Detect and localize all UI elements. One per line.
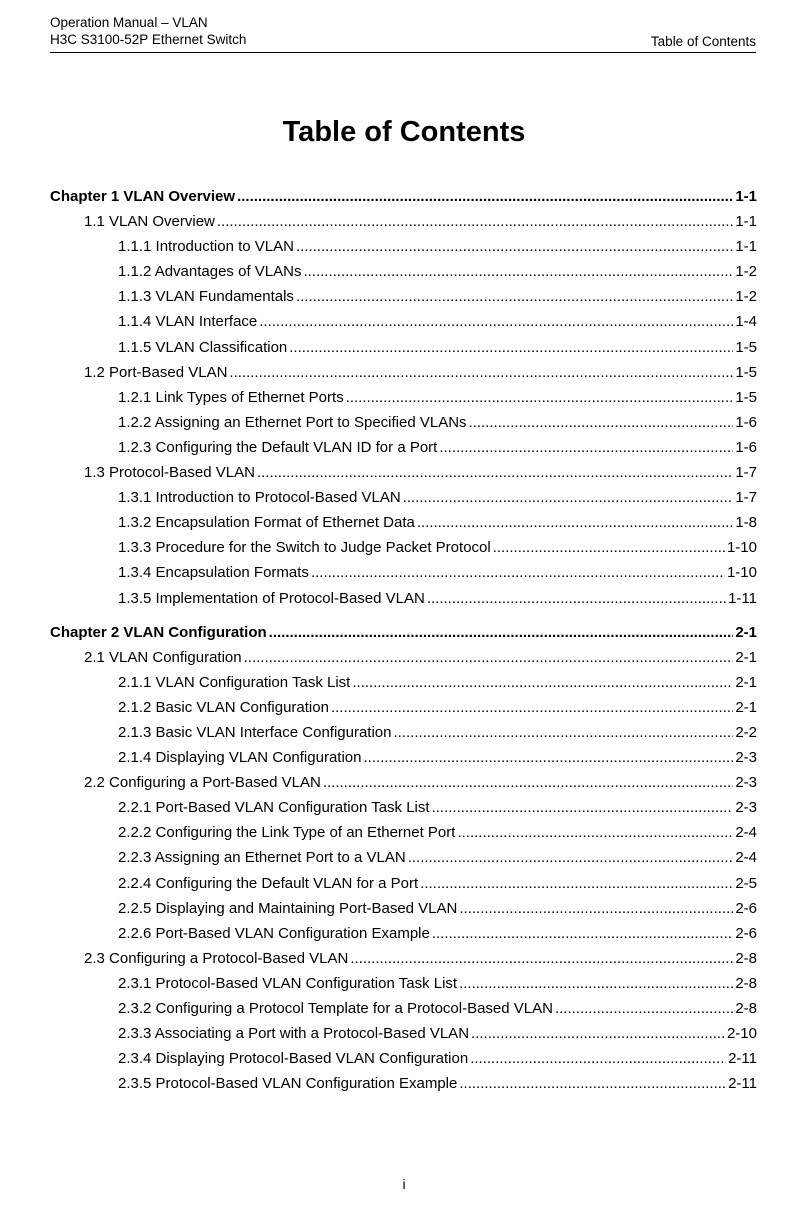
toc-entry-title: 2.1 VLAN Configuration: [84, 648, 242, 666]
toc-entry-title: 1.3.3 Procedure for the Switch to Judge Packet Protocol: [118, 539, 491, 557]
toc-dot-leader: [269, 624, 734, 641]
toc-dot-leader: [244, 649, 734, 666]
toc-entry-page: 1-1: [735, 213, 757, 231]
toc-subsection-entry[interactable]: [50, 263, 757, 288]
toc-dot-leader: [555, 1000, 733, 1017]
toc-entry-title: 1.3 Protocol-Based VLAN: [84, 464, 255, 482]
toc-dot-leader: [257, 464, 733, 481]
toc-subsection-entry[interactable]: [50, 238, 757, 263]
toc-entry-page: 2-6: [735, 924, 757, 942]
header-left: [50, 14, 246, 48]
toc-dot-leader: [471, 1025, 725, 1042]
toc-entry-page: 2-11: [728, 1075, 757, 1093]
toc-entry-title: 2.3.2 Configuring a Protocol Template for a Protocol-Based VLAN: [118, 1000, 553, 1017]
toc-dot-leader: [403, 489, 734, 506]
header-section-name: Table of Contents: [650, 34, 756, 49]
toc-entry-title: 2.3.1 Protocol-Based VLAN Configuration Task List: [118, 974, 458, 992]
toc-subsection-entry[interactable]: [50, 1025, 757, 1050]
toc-dot-leader: [311, 564, 725, 581]
toc-chapter-entry[interactable]: [50, 188, 757, 213]
toc-dot-leader: [459, 975, 733, 992]
toc-entry-page: 1-1: [735, 188, 757, 205]
toc-entry-page: 1-2: [735, 288, 757, 306]
toc-entry-page: 1-2: [735, 263, 757, 281]
toc-entry-title: 1.1.5 VLAN Classification: [118, 338, 288, 356]
toc-entry-title: 1.1.2 Advantages of VLANs: [118, 263, 302, 281]
toc-subsection-entry[interactable]: [50, 925, 757, 950]
toc-entry-title: 1.2.1 Link Types of Ethernet Ports: [118, 388, 344, 406]
toc-section-entry[interactable]: [50, 364, 757, 389]
toc-dot-leader: [350, 950, 733, 967]
toc-subsection-entry[interactable]: [50, 1050, 757, 1075]
toc-entry-title: 1.3.4 Encapsulation Formats: [118, 564, 309, 582]
toc-dot-leader: [296, 238, 733, 255]
toc-chapter-entry[interactable]: [50, 624, 757, 649]
toc-entry-title: 1.1.4 VLAN Interface: [118, 313, 258, 331]
toc-subsection-entry[interactable]: [50, 1075, 757, 1100]
toc-entry-page: 2-4: [735, 824, 757, 842]
toc-dot-leader: [432, 799, 734, 816]
page-number: i: [402, 1176, 406, 1192]
toc-dot-leader: [229, 364, 733, 381]
header-manual-title: Operation Manual – VLAN: [50, 15, 208, 30]
toc-entry-title: 2.2.1 Port-Based VLAN Configuration Task List: [118, 799, 430, 817]
toc-entry-title: 2.1.2 Basic VLAN Configuration: [118, 698, 329, 716]
toc-entry-title: 2.1.3 Basic VLAN Interface Configuration: [118, 723, 392, 741]
toc-entry-title: 2.3.3 Associating a Port with a Protocol-Based VLAN: [118, 1025, 470, 1043]
toc-entry-page: 2-11: [728, 1050, 757, 1068]
toc-entry-page: 1-5: [735, 388, 757, 406]
toc-subsection-entry[interactable]: [50, 1000, 757, 1025]
toc-subsection-entry[interactable]: [50, 824, 757, 849]
toc-entry-title: 2.2.4 Configuring the Default VLAN for a Port: [118, 874, 419, 892]
table-of-contents: [50, 188, 757, 1100]
toc-entry-page: 2-1: [735, 623, 757, 641]
toc-subsection-entry[interactable]: [50, 539, 757, 564]
toc-subsection-entry[interactable]: [50, 699, 757, 724]
toc-subsection-entry[interactable]: [50, 900, 757, 925]
toc-subsection-entry[interactable]: [50, 849, 757, 874]
toc-dot-leader: [427, 590, 726, 607]
toc-dot-leader: [259, 313, 733, 330]
toc-entry-page: 1-6: [735, 413, 757, 431]
toc-entry-title: 1.3.5 Implementation of Protocol-Based VLAN: [118, 589, 425, 607]
toc-section-entry[interactable]: [50, 213, 757, 238]
toc-entry-page: 1-1: [735, 238, 757, 256]
toc-entry-title: 1.2 Port-Based VLAN: [84, 363, 228, 381]
toc-dot-leader: [331, 699, 733, 716]
toc-subsection-entry[interactable]: [50, 564, 757, 589]
toc-entry-page: 2-3: [735, 799, 757, 817]
toc-dot-leader: [323, 774, 734, 791]
toc-dot-leader: [417, 514, 733, 531]
toc-entry-title: 2.1.4 Displaying VLAN Configuration: [118, 749, 362, 767]
toc-dot-leader: [363, 749, 733, 766]
toc-subsection-entry[interactable]: [50, 288, 757, 313]
toc-entry-page: 1-10: [726, 564, 757, 582]
toc-entry-title: 2.3.5 Protocol-Based VLAN Configuration Example: [118, 1075, 458, 1093]
toc-entry-title: 1.2.2 Assigning an Ethernet Port to Specified VLANs: [118, 413, 467, 431]
toc-subsection-entry[interactable]: [50, 389, 757, 414]
page-title: Table of Contents: [282, 116, 526, 148]
toc-entry-page: 1-5: [735, 363, 757, 381]
toc-dot-leader: [217, 213, 733, 230]
toc-entry-page: 2-1: [735, 698, 757, 716]
page-header: [50, 14, 756, 53]
toc-dot-leader: [493, 539, 725, 556]
toc-entry-page: 2-8: [735, 949, 757, 967]
toc-dot-leader: [296, 288, 733, 305]
toc-subsection-entry[interactable]: [50, 724, 757, 749]
toc-entry-page: 1-4: [735, 313, 757, 331]
toc-entry-page: 1-8: [735, 514, 757, 532]
toc-subsection-entry[interactable]: [50, 489, 757, 514]
toc-subsection-entry[interactable]: [50, 313, 757, 338]
toc-section-entry[interactable]: [50, 774, 757, 799]
toc-dot-leader: [457, 824, 733, 841]
toc-entry-title: 2.2.3 Assigning an Ethernet Port to a VLAN: [118, 849, 406, 867]
toc-entry-title: 1.3.1 Introduction to Protocol-Based VLAN: [118, 489, 401, 507]
toc-entry-page: 2-4: [735, 849, 757, 867]
toc-subsection-entry[interactable]: [50, 875, 757, 900]
toc-entry-page: 1-5: [735, 338, 757, 356]
toc-subsection-entry[interactable]: [50, 975, 757, 1000]
toc-entry-page: 2-10: [726, 1025, 757, 1043]
toc-entry-title: 1.1.1 Introduction to VLAN: [118, 238, 294, 256]
toc-entry-page: 2-1: [735, 648, 757, 666]
toc-section-entry[interactable]: [50, 649, 757, 674]
toc-entry-page: 1-7: [735, 464, 757, 482]
toc-entry-page: 2-1: [735, 673, 757, 691]
toc-subsection-entry[interactable]: [50, 590, 757, 615]
toc-entry-page: 2-3: [735, 749, 757, 767]
toc-entry-page: 2-6: [735, 899, 757, 917]
toc-entry-title: 1.1.3 VLAN Fundamentals: [118, 288, 294, 306]
toc-dot-leader: [432, 925, 733, 942]
toc-dot-leader: [420, 875, 733, 892]
toc-entry-page: 2-2: [735, 723, 757, 741]
toc-subsection-entry[interactable]: [50, 414, 757, 439]
toc-entry-title: 1.2.3 Configuring the Default VLAN ID for a Port: [118, 438, 438, 456]
toc-entry-page: 1-10: [726, 539, 757, 557]
toc-subsection-entry[interactable]: [50, 749, 757, 774]
toc-entry-title: 2.2.6 Port-Based VLAN Configuration Example: [118, 924, 430, 942]
toc-dot-leader: [459, 1075, 726, 1092]
toc-section-entry[interactable]: [50, 950, 757, 975]
toc-entry-page: 2-5: [735, 874, 757, 892]
toc-section-entry[interactable]: [50, 464, 757, 489]
toc-dot-leader: [289, 339, 733, 356]
toc-subsection-entry[interactable]: [50, 674, 757, 699]
toc-dot-leader: [394, 724, 734, 741]
toc-subsection-entry[interactable]: [50, 439, 757, 464]
toc-subsection-entry[interactable]: [50, 799, 757, 824]
toc-dot-leader: [439, 439, 733, 456]
toc-entry-title: 2.2.5 Displaying and Maintaining Port-Based VLAN: [118, 899, 458, 917]
toc-entry-page: 2-8: [735, 974, 757, 992]
toc-entry-page: 1-7: [735, 489, 757, 507]
toc-entry-title: 2.3 Configuring a Protocol-Based VLAN: [84, 949, 349, 967]
toc-entry-page: 1-11: [728, 589, 757, 607]
toc-dot-leader: [469, 414, 734, 431]
toc-entry-page: 1-6: [735, 438, 757, 456]
toc-entry-title: Chapter 1 VLAN Overview: [50, 188, 236, 205]
toc-entry-title: 1.3.2 Encapsulation Format of Ethernet Data: [118, 514, 415, 532]
toc-dot-leader: [459, 900, 733, 917]
toc-dot-leader: [352, 674, 733, 691]
toc-entry-title: 2.2.2 Configuring the Link Type of an Ethernet Port: [118, 824, 456, 842]
toc-subsection-entry[interactable]: [50, 514, 757, 539]
toc-entry-title: 2.1.1 VLAN Configuration Task List: [118, 673, 351, 691]
header-product-name: H3C S3100-52P Ethernet Switch: [50, 32, 247, 47]
toc-subsection-entry[interactable]: [50, 339, 757, 364]
toc-entry-page: 2-3: [735, 774, 757, 792]
toc-entry-title: 1.1 VLAN Overview: [84, 213, 215, 231]
toc-dot-leader: [346, 389, 734, 406]
toc-entry-title: 2.2 Configuring a Port-Based VLAN: [84, 774, 321, 792]
toc-dot-leader: [408, 849, 734, 866]
toc-entry-title: 2.3.4 Displaying Protocol-Based VLAN Configuration: [118, 1050, 469, 1068]
toc-dot-leader: [303, 263, 733, 280]
toc-entry-page: 2-8: [735, 1000, 757, 1017]
toc-dot-leader: [237, 188, 733, 205]
toc-entry-title: Chapter 2 VLAN Configuration: [50, 623, 267, 641]
toc-dot-leader: [470, 1050, 726, 1067]
